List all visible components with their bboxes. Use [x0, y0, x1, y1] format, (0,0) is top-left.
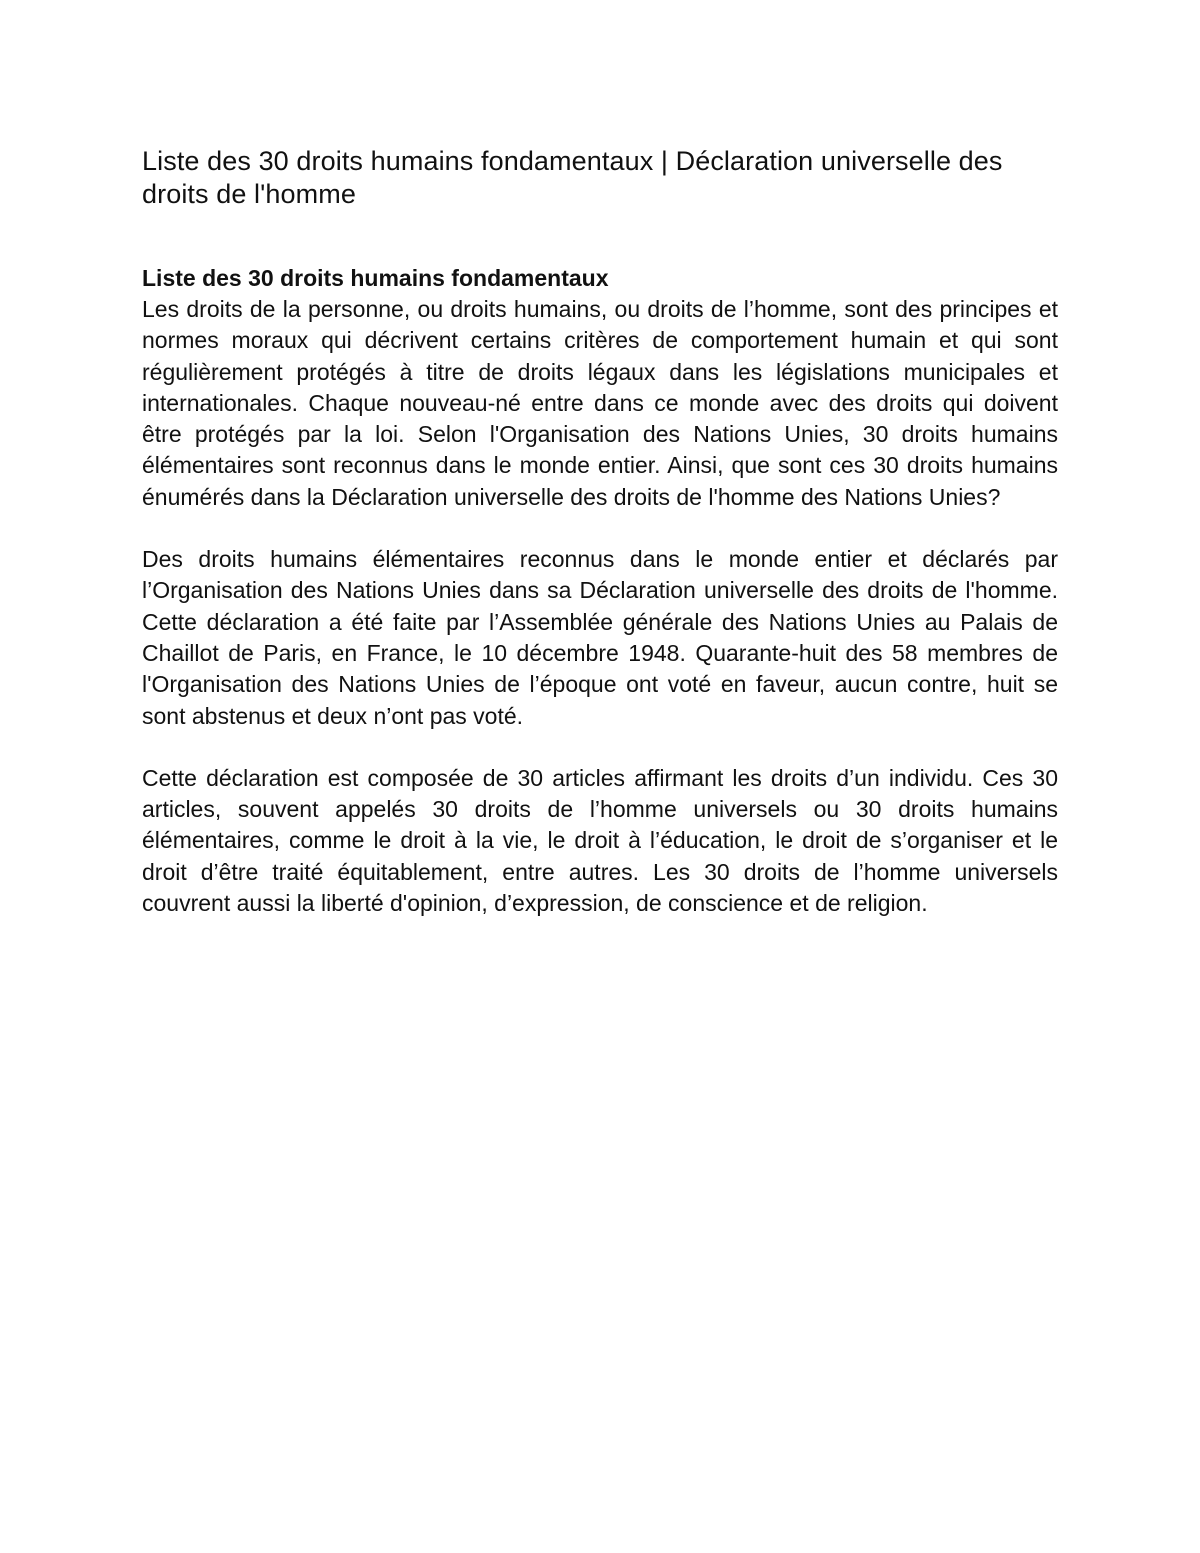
document-title: Liste des 30 droits humains fondamentaux | Déclaration universelle des droits de l'homme — [142, 146, 1003, 209]
document-content — [142, 145, 1058, 919]
paragraph-declaration-history: Des droits humains élémentaires reconnus dans le monde entier et déclarés par l’Organisation des Nations Unies dans sa Déclaration universelle des droits de l'homme. Cette déclaration a été faite par l’Assemblée générale des Nations Unies au Palais de Chaillot de Paris, en France, le 10 décembre 1948. Quarante-huit des 58 membres de l'Organisation des Nations Unies de l’époque ont voté en faveur, aucun contre, huit se sont abstenus et deux n’ont pas voté. — [142, 546, 1058, 729]
section-heading: Liste des 30 droits humains fondamentaux — [142, 265, 609, 291]
paragraph-articles: Cette déclaration est composée de 30 articles affirmant les droits d’un individu. Ces 30 articles, souvent appelés 30 droits de l’homme universels ou 30 droits humains élémentaires, comme le droit à la vie, le droit à l’éducation, le droit de s’organiser et le droit d’être traité équitablement, entre autres. Les 30 droits de l’homme universels couvrent aussi la liberté d'opinion, d’expression, de conscience et de religion. — [142, 764, 1058, 917]
paragraph-intro: Les droits de la personne, ou droits humains, ou droits de l’homme, sont des principes et normes moraux qui décrivent certains critères de comportement humain et qui sont régulièrement protégés à titre de droits légaux dans les législations municipales et internationales. Chaque nouveau-né entre dans ce monde avec des droits qui doivent être protégés par la loi. Selon l'Organisation des Nations Unies, 30 droits humains élémentaires sont reconnus dans le monde entier. Ainsi, que sont ces 30 droits humains énumérés dans la Déclaration universelle des droits de l'homme des Nations Unies? — [142, 296, 1058, 510]
